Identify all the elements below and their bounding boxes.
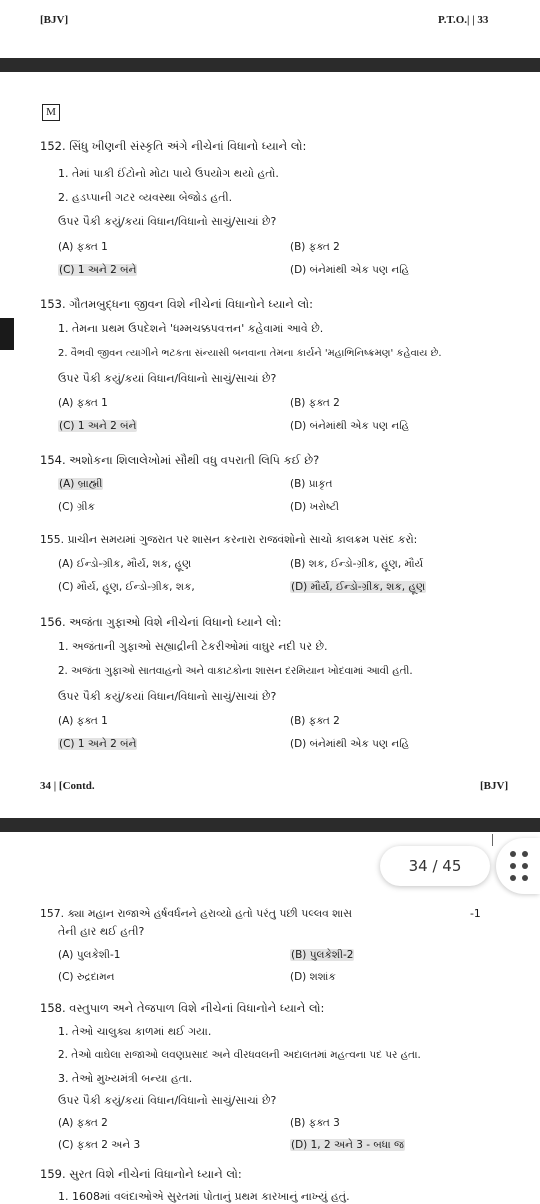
option-d[interactable]: (D) ખરોષ્ટી [290,501,339,513]
option-b[interactable] [290,948,354,963]
option-d[interactable]: (D) બંનેમાંથી એક પણ નહિ [290,738,410,750]
grid-dots-icon[interactable] [496,838,540,894]
sidebar-handle[interactable] [0,318,14,350]
statement: 2. હડપ્પાની ગટર વ્યવસ્થા બેજોડ હતી. [58,191,233,204]
option-b[interactable]: (B) ફક્ત 2 [290,241,340,253]
question-157-tail: -1 [470,907,481,920]
option-c[interactable]: (C) ગ્રીક [58,501,95,513]
option-c[interactable]: (C) રુદ્રદામન [58,971,115,983]
option-c[interactable]: (C) મૌર્ય, હૂણ, ઈન્ડો-ગ્રીક, શક, [58,581,195,593]
option-b[interactable]: (B) પ્રાકૃત [290,478,333,490]
page-info-left: 34 | [Contd. [40,780,95,792]
option-a[interactable]: (A) પુલકેશી-1 [58,949,121,961]
option-b[interactable]: (B) ફક્ત 2 [290,715,340,727]
option-c[interactable] [58,737,137,752]
statement: 2. અજંતા ગુફાઓ સાતવાહનો અને વાકાટકોના શાસન દરમિયાન ખોદવામાં આવી હતી. [58,665,413,677]
page-separator [0,818,540,832]
question-157-line2: તેની હાર થઈ હતી? [58,925,145,938]
statement: 3. તેઓ મુખ્યમંત્રી બન્યા હતા. [58,1072,193,1085]
option-d[interactable]: (D) બંનેમાંથી એક પણ નહિ [290,420,410,432]
option-a[interactable]: (A) ફક્ત 1 [58,241,108,253]
option-a[interactable] [58,477,103,492]
option-d[interactable] [290,580,426,595]
question-152: 152. સિંધુ ખીણની સંસ્કૃતિ અંગે નીચેનાં વિધાનો ધ્યાને લો: [40,139,307,153]
statement: 1. તેઓ ચાલુક્ય કાળમાં થઈ ગયા. [58,1025,212,1038]
question-156: 156. અજંતા ગુફાઓ વિશે નીચેનાં વિધાનો ધ્યાને લો: [40,615,282,629]
page-code-right: [BJV] [480,780,509,792]
question-155: 155. પ્રાચીન સમયમાં ગુજરાત પર શાસન કરનારા રાજવંશોનો સાચો કાલક્રમ પસંદ કરો: [40,533,418,546]
option-b[interactable]: (B) શક, ઈન્ડો-ગ્રીક, હૂણ, મૌર્ય [290,558,424,570]
statement: 1. અજંતાની ગુફાઓ સહ્યાદ્રીની ટેકરીઓમાં વાઘુર નદી પર છે. [58,640,328,653]
option-a[interactable]: (A) ઈન્ડો-ગ્રીક, મૌર્ય, શક, હૂણ [58,558,192,570]
statement: 1. 1608માં વલંદાઓએ સુરતમાં પોતાનું પ્રથમ કારખાનું નાખ્યું હતું. [58,1190,350,1203]
option-c[interactable]: (C) ફક્ત 2 અને 3 [58,1139,141,1151]
scrollbar-tick [492,834,493,846]
question-158: 158. વસ્તુપાળ અને તેજપાળ વિશે નીચેનાં વિધાનોને ધ્યાને લો: [40,1001,325,1015]
option-d[interactable]: (D) શશાંક [290,971,336,983]
question-prompt: ઉપર પૈકી કયું/કયાં વિધાન/વિધાનો સાચું/સાચાં છે? [58,372,277,385]
statement: 1. તેમાં પાકી ઈંટોનો મોટા પાયે ઉપયોગ થયો હતો. [58,167,279,180]
question-153: 153. ગૌતમબુદ્ધના જીવન વિશે નીચેનાં વિધાનોને ધ્યાને લો: [40,297,313,311]
option-c[interactable] [58,263,137,278]
marked-answer: (A) બ્રાહ્મી [59,478,103,490]
option-d[interactable]: (D) બંનેમાંથી એક પણ નહિ [290,264,410,276]
page-indicator: 34 / 45 [380,846,490,886]
marked-answer: (C) 1 અને 2 બંને [59,264,137,276]
marked-answer: (C) 1 અને 2 બંને [59,420,137,432]
marked-answer: (D) 1, 2 અને 3 - બધા જ [291,1139,404,1151]
statement: 2. વૈભવી જીવન ત્યાગીને ભટકતા સંન્યાસી બનવાના તેમના કાર્યને 'મહાભિનિષ્ક્રમણ' કહેવાય છે. [58,348,442,359]
page-separator [0,58,540,72]
question-154: 154. અશોકના શિલાલેખોમાં સૌથી વધુ વપરાતી લિપિ કઈ છે? [40,453,320,467]
marked-answer: (C) 1 અને 2 બંને [59,738,137,750]
marked-answer: (D) મૌર્ય, ઈન્ડો-ગ્રીક, શક, હૂણ [291,581,426,593]
option-a[interactable]: (A) ફક્ત 1 [58,397,108,409]
question-159: 159. સુરત વિશે નીચેનાં વિધાનોને ધ્યાને લો: [40,1167,242,1181]
question-prompt: ઉપર પૈકી કયું/કયાં વિધાન/વિધાનો સાચું/સાચાં છે? [58,215,277,228]
statement: 1. તેમના પ્રથમ ઉપદેશને 'ધમ્મચક્કપવત્તન' કહેવામાં આવે છે. [58,322,324,335]
option-c[interactable] [58,419,137,434]
statement: 2. તેઓ વાઘેલા રાજાઓ લવણપ્રસાદ અને વીરધવલની અદાલતમાં મહત્વના પદ પર હતા. [58,1049,421,1061]
question-prompt: ઉપર પૈકી કયું/કયાં વિધાન/વિધાનો સાચું/સાચાં છે? [58,1094,277,1107]
page-info-right: P.T.O.| | 33 [438,14,489,26]
question-prompt: ઉપર પૈકી કયું/કયાં વિધાન/વિધાનો સાચું/સાચાં છે? [58,690,277,703]
option-d[interactable] [290,1138,405,1153]
option-a[interactable]: (A) ફક્ત 2 [58,1117,108,1129]
question-157: 157. ક્યા મહાન રાજાએ હર્ષવર્ધનને હરાવ્યો હતો પરંતુ પછી પલ્લવ શાસ [40,907,352,920]
option-b[interactable]: (B) ફક્ત 2 [290,397,340,409]
section-marker: M [42,104,60,121]
marked-answer: (B) પુલકેશી-2 [291,949,354,961]
option-a[interactable]: (A) ફક્ત 1 [58,715,108,727]
option-b[interactable]: (B) ફક્ત 3 [290,1117,340,1129]
page-code-left: [BJV] [40,14,69,26]
